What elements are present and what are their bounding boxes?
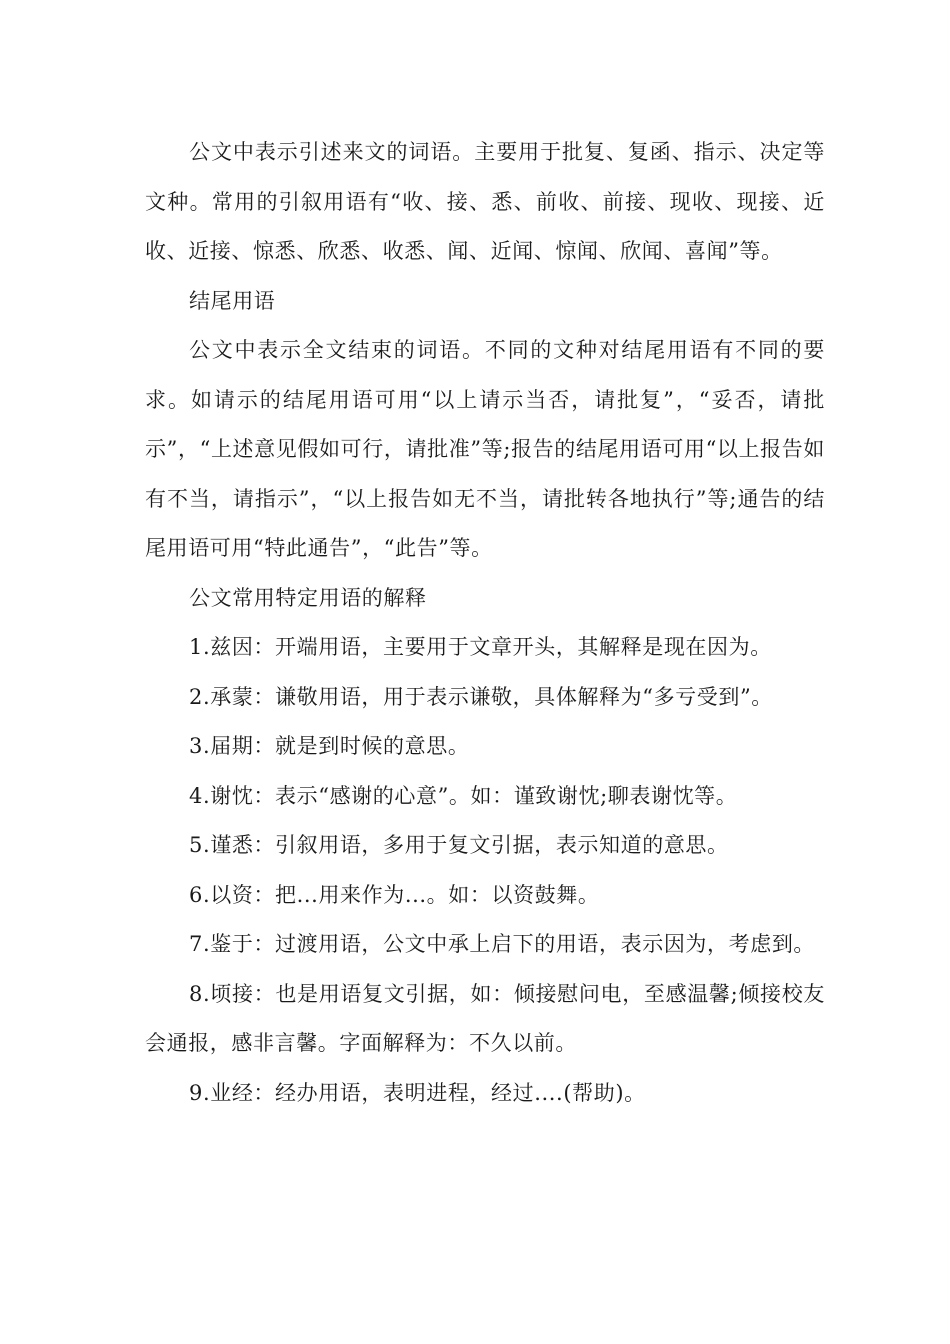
list-item-3: 3.届期：就是到时候的意思。	[189, 734, 470, 758]
list-item-2: 2.承蒙：谦敬用语，用于表示谦敬，具体解释为“多亏受到”。	[189, 684, 773, 709]
heading-closing-terms: 结尾用语	[189, 288, 276, 313]
list-item-5: 5.谨悉：引叙用语，多用于复文引据，表示知道的意思。	[189, 833, 729, 857]
list-item-9: 9.业经：经办用语，表明进程，经过....(帮助)。	[189, 1080, 646, 1105]
list-item-7: 7.鉴于：过渡用语，公文中承上启下的用语，表示因为，考虑到。	[189, 932, 816, 956]
document-body	[145, 128, 825, 1118]
list-item-4: 4.谢忱：表示“感谢的心意”。如：谨致谢忱;聊表谢忱等。	[189, 783, 738, 808]
list-item-8: 8.顷接：也是用语复文引据，如：倾接慰问电，至感温馨;倾接校友会通报，感非言馨。字面解释为：不久以前。	[145, 981, 825, 1055]
list-item-1: 1.兹因：开端用语，主要用于文章开头，其解释是现在因为。	[189, 635, 772, 659]
list-item-6: 6.以资：把...用来作为...。如：以资鼓舞。	[189, 882, 600, 907]
paragraph-intro-citation-terms: 公文中表示引述来文的词语。主要用于批复、复函、指示、决定等文种。常用的引叙用语有“收、接、悉、前收、前接、现收、现接、近收、近接、惊悉、欣悉、收悉、闻、近闻、惊闻、欣闻、喜闻”等。	[145, 140, 825, 263]
heading-term-explanations: 公文常用特定用语的解释	[189, 585, 427, 610]
paragraph-closing-terms: 公文中表示全文结束的词语。不同的文种对结尾用语有不同的要求。如请示的结尾用语可用“以上请示当否，请批复”，“妥否，请批示”，“上述意见假如可行，请批准”等;报告的结尾用语可用“以上报告如有不当，请指示”，“以上报告如无不当，请批转各地执行”等;通告的结尾用语可用“特此通告”，“此告”等。	[145, 338, 825, 560]
